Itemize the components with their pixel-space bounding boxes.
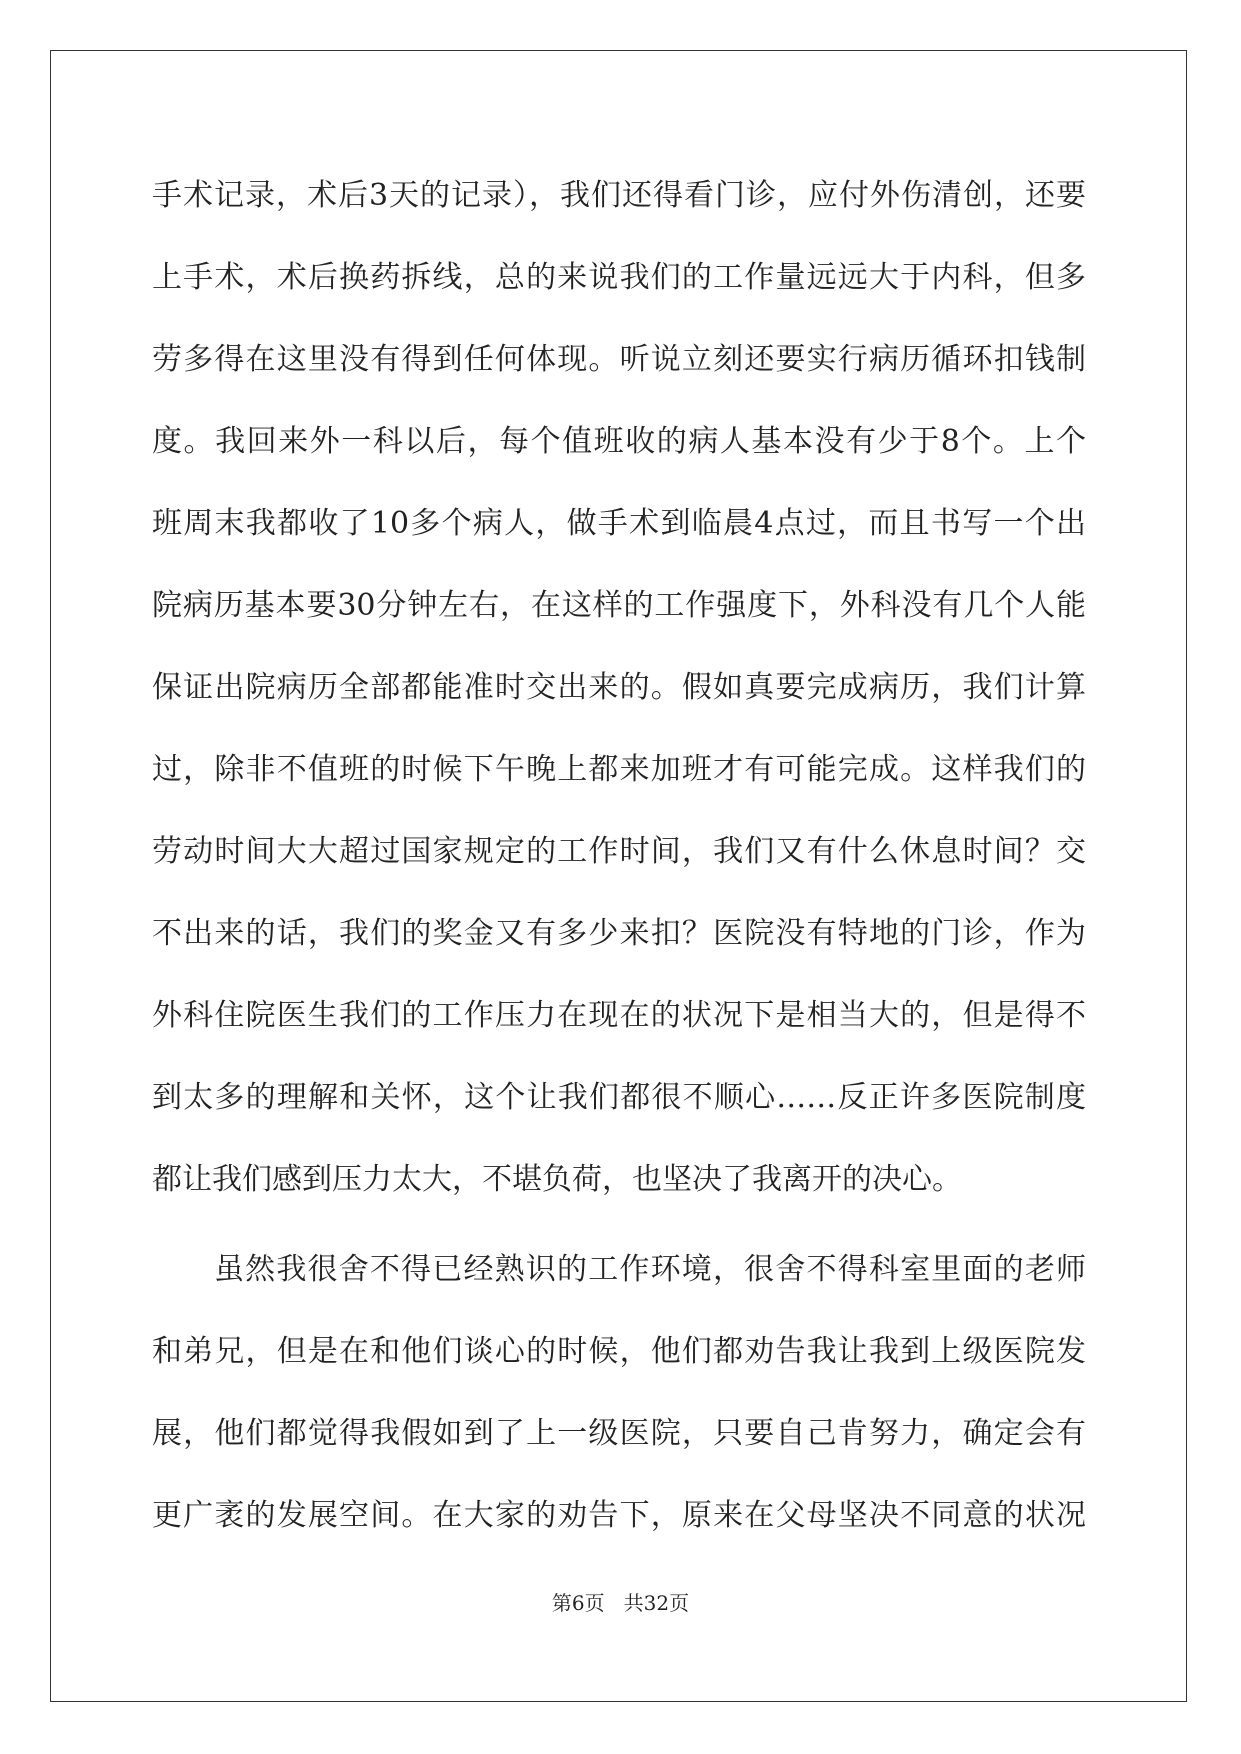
text-line: 手术记录，术后3天的记录），我们还得看门诊，应付外伤清创，还要 <box>152 178 1086 213</box>
text-line: 上手术，术后换药拆线，总的来说我们的工作量远远大于内科，但多 <box>152 260 1086 295</box>
paragraph-gap <box>152 1221 1086 1229</box>
text-line: 到太多的理解和关怀，这个让我们都很不顺心……反正许多医院制度 <box>152 1080 1086 1115</box>
text-line: 劳多得在这里没有得到任何体现。听说立刻还要实行病历循环扣钱制 <box>152 342 1086 377</box>
document-body <box>152 155 1086 1557</box>
text-line: 劳动时间大大超过国家规定的工作时间，我们又有什么休息时间？交 <box>152 834 1086 869</box>
text-line: 展，他们都觉得我假如到了上一级医院，只要自己肯努力，确定会有 <box>152 1416 1086 1451</box>
text-line: 班周末我都收了10多个病人，做手术到临晨4点过，而且书写一个出 <box>152 506 1086 541</box>
text-line: 都让我们感到压力太大，不堪负荷，也坚决了我离开的决心。 <box>152 1162 962 1197</box>
text-line: 度。我回来外一科以后，每个值班收的病人基本没有少于8个。上个 <box>152 424 1086 459</box>
page-number: 第6页 共32页 <box>551 1591 690 1615</box>
text-line: 保证出院病历全部都能准时交出来的。假如真要完成病历，我们计算 <box>152 670 1086 705</box>
text-line: 更广袤的发展空间。在大家的劝告下，原来在父母坚决不同意的状况 <box>152 1498 1086 1533</box>
text-line: 和弟兄，但是在和他们谈心的时候，他们都劝告我让我到上级医院发 <box>152 1334 1086 1369</box>
text-line: 外科住院医生我们的工作压力在现在的状况下是相当大的，但是得不 <box>152 998 1086 1033</box>
paragraph-2 <box>152 1229 1086 1557</box>
text-line: 虽然我很舍不得已经熟识的工作环境，很舍不得科室里面的老师 <box>214 1252 1086 1287</box>
paragraph-1 <box>152 155 1086 1221</box>
text-line: 过，除非不值班的时候下午晚上都来加班才有可能完成。这样我们的 <box>152 752 1086 787</box>
text-line: 不出来的话，我们的奖金又有多少来扣？医院没有特地的门诊，作为 <box>152 916 1086 951</box>
text-line: 院病历基本要30分钟左右，在这样的工作强度下，外科没有几个人能 <box>152 588 1086 623</box>
